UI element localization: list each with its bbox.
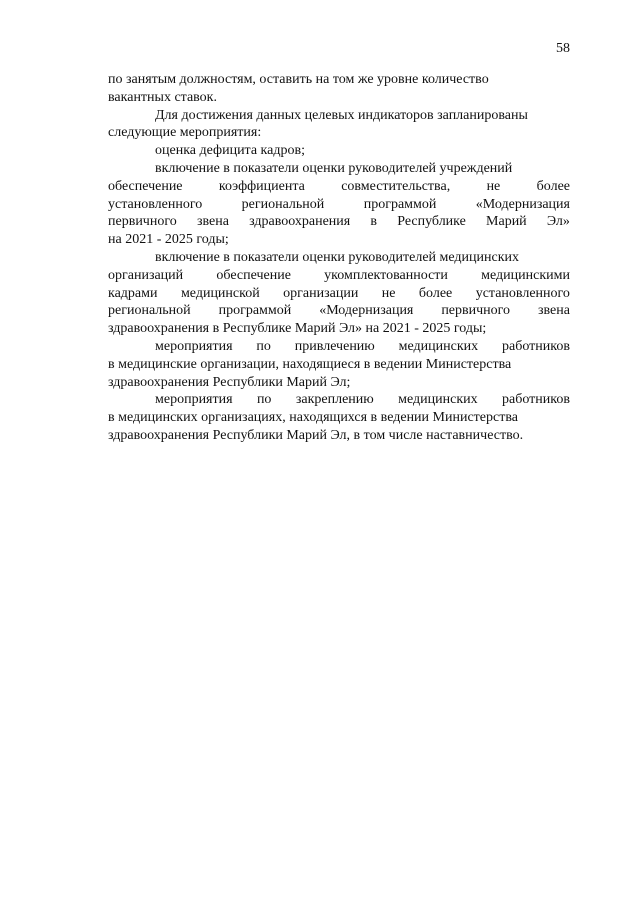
paragraph-6 xyxy=(108,338,570,391)
paragraph-4-line-3 xyxy=(108,196,570,214)
p4-l3-w1: региональной xyxy=(241,196,325,212)
p5-l4-w3: первичного xyxy=(441,303,511,319)
p4-l4-w3: в xyxy=(370,214,378,230)
p4-l3-w0: установленного xyxy=(108,196,203,212)
p4-l4-w2: здравоохранения xyxy=(249,214,351,230)
p5-l3-w1: медицинской xyxy=(180,285,260,301)
paragraph-4-line-1: включение в показатели оценки руководителей учреждений xyxy=(155,160,513,176)
p6-l1-w1: по xyxy=(256,338,271,354)
p5-l4-w2: «Модернизация xyxy=(319,303,414,319)
p5-l3-w0: кадрами xyxy=(108,285,158,301)
paragraph-5-line-3 xyxy=(108,285,570,303)
paragraph-5-line-4 xyxy=(108,302,570,320)
p7-l1-w4: работников xyxy=(502,392,570,408)
paragraph-3 xyxy=(108,142,570,160)
p7-l1-w1: по xyxy=(256,392,272,408)
paragraph-1 xyxy=(108,71,570,107)
paragraph-6-line-1 xyxy=(108,338,570,356)
paragraph-2 xyxy=(108,107,570,143)
paragraph-7-line-2: в медицинских организациях, находящихся в ведении Министерства xyxy=(108,410,518,426)
paragraph-4 xyxy=(108,160,570,249)
paragraph-5 xyxy=(108,249,570,338)
p4-l4-w1: звена xyxy=(196,214,229,230)
paragraph-4-line-4 xyxy=(108,213,570,231)
paragraph-7 xyxy=(108,391,570,444)
p5-l3-w3: не xyxy=(381,285,396,301)
p5-l4-w4: звена xyxy=(538,303,570,319)
paragraph-6-line-3: здравоохранения Республики Марий Эл; xyxy=(108,374,351,390)
paragraph-2-line-2: следующие мероприятия: xyxy=(108,125,262,141)
p6-l1-w2: привлечению xyxy=(294,338,375,354)
p5-l3-w2: организации xyxy=(283,285,359,301)
paragraph-1-line-2: вакантных ставок. xyxy=(108,89,217,105)
p4-l4-w6: Эл» xyxy=(546,214,570,230)
paragraph-7-line-1 xyxy=(108,391,570,409)
paragraph-7-line-3: здравоохранения Республики Марий Эл, в том числе наставничество. xyxy=(108,427,524,443)
p4-l2-w3: не xyxy=(486,178,501,194)
p4-l2-w0: обеспечение xyxy=(108,178,183,194)
p4-l2-w4: более xyxy=(536,178,570,194)
p1-line1-text: по занятым должностям, оставить на том же уровне количество xyxy=(108,72,489,87)
paragraph-2-line-1: Для достижения данных целевых индикаторов запланированы xyxy=(155,107,528,123)
p5-l2-w1: обеспечение xyxy=(216,267,291,283)
p5-l3-w5: установленного xyxy=(475,285,570,301)
p4-l4-w0: первичного xyxy=(108,214,177,230)
paragraph-5-line-2 xyxy=(108,267,570,285)
p4-l2-w1: коэффициента xyxy=(218,178,305,194)
p5-l3-w4: более xyxy=(418,285,453,301)
p5-l4-w0: региональной xyxy=(108,303,191,319)
p4-l3-w2: программой xyxy=(363,196,437,212)
p4-l3-w3: «Модернизация xyxy=(475,196,570,212)
document-body xyxy=(108,71,570,445)
page-number: 58 xyxy=(556,41,570,56)
paragraph-4-line-5: на 2021 - 2025 годы; xyxy=(108,232,229,248)
p7-l1-w2: закреплению xyxy=(295,392,374,408)
paragraph-5-line-5: здравоохранения в Республике Марий Эл» на 2021 - 2025 годы; xyxy=(108,321,487,337)
paragraph-6-line-2: в медицинские организации, находящиеся в ведении Министерства xyxy=(108,356,512,372)
p4-l2-w2: совместительства, xyxy=(341,178,451,194)
paragraph-5-line-1: включение в показатели оценки руководителей медицинских xyxy=(155,249,520,265)
paragraph-4-line-2 xyxy=(108,178,570,196)
p4-l4-w5: Марий xyxy=(486,214,527,230)
p5-l2-w3: медицинскими xyxy=(481,267,570,283)
p7-l1-w0: мероприятия xyxy=(155,392,233,408)
p7-l1-w3: медицинских xyxy=(398,392,478,408)
p5-l2-w0: организаций xyxy=(108,267,184,283)
p4-l4-w4: Республике xyxy=(397,214,466,230)
p5-l4-w1: программой xyxy=(218,303,292,319)
p6-l1-w3: медицинских xyxy=(398,338,479,354)
p5-l2-w2: укомплектованности xyxy=(324,267,448,283)
paragraph-1-line-1 xyxy=(108,71,570,89)
paragraph-3-line-1: оценка дефицита кадров; xyxy=(155,143,305,159)
p6-l1-w0: мероприятия xyxy=(155,338,233,354)
p6-l1-w4: работников xyxy=(502,338,570,354)
